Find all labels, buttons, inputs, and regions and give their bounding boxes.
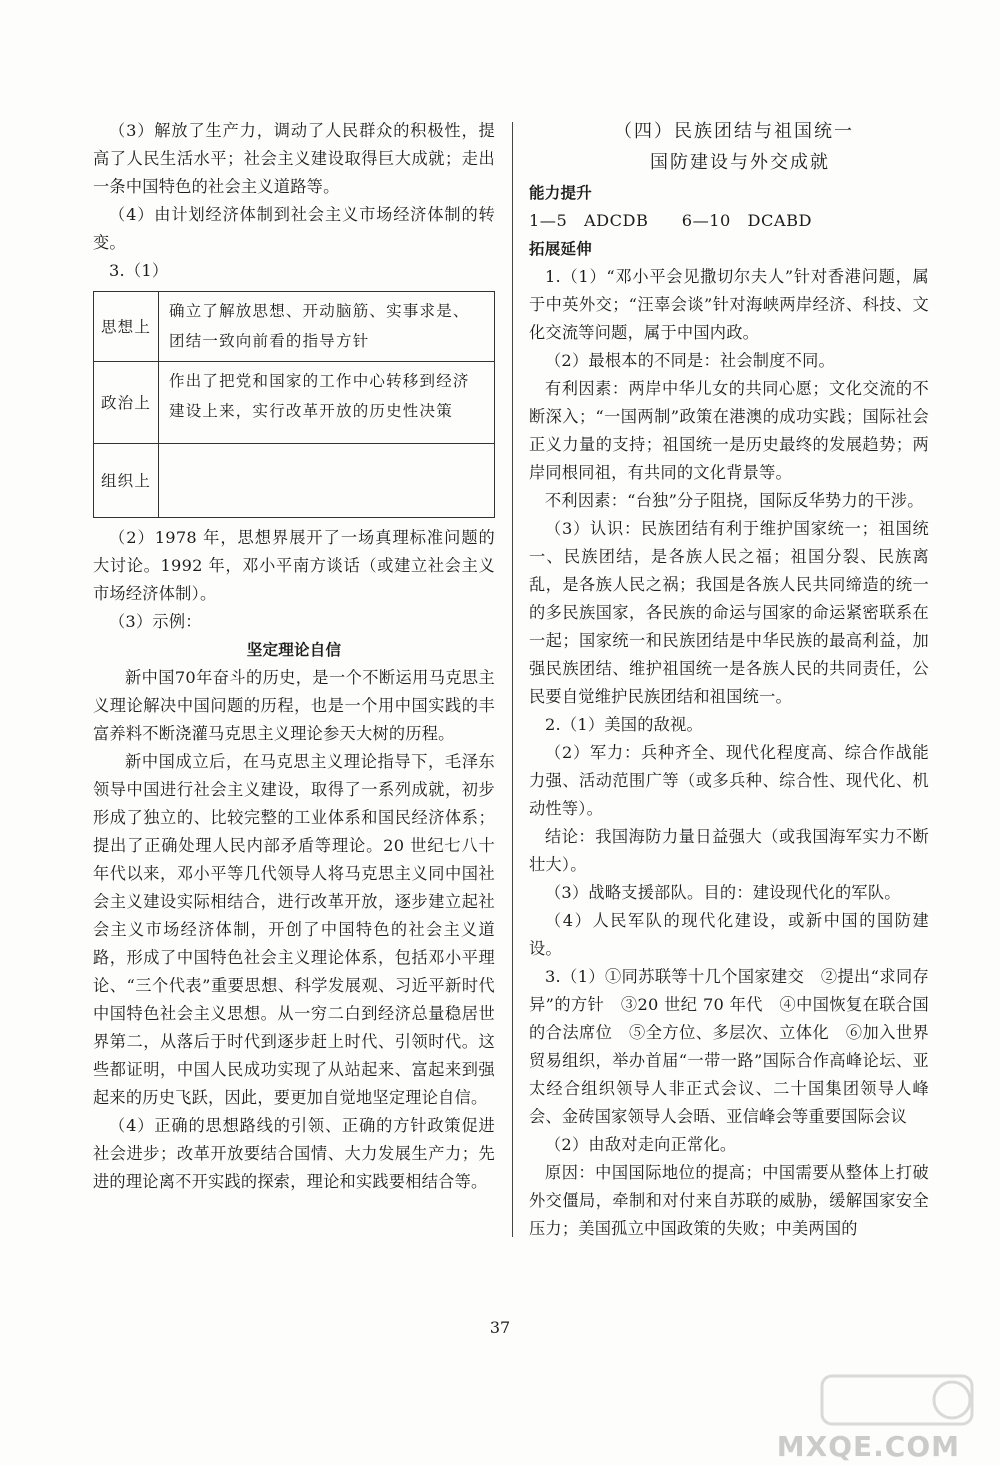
page-number: 37 [489,1318,511,1337]
answer-paragraph: （2）1978 年，思想界展开了一场真理标准问题的大讨论。1992 年，邓小平南方谈话（或建立社会主义市场经济体制）。 [93,528,495,603]
left-column [93,117,495,1196]
essay-title: 坚定理论自信 [246,641,342,659]
answer-paragraph: 1.（1）“邓小平会见撒切尔夫人”针对香港问题，属于中英外交；“汪辜会谈”针对海峡两岸经济、科技、文化交流等问题，属于中国内政。 [529,267,929,342]
table-row-value: 作出了把党和国家的工作中心转移到经济建设上来，实行改革开放的历史性决策 [159,362,495,444]
answer-paragraph: （2）最根本的不同是：社会制度不同。 [545,351,835,370]
column-divider [512,122,513,1237]
table-row [94,362,495,444]
answer-paragraph: （2）军力：兵种齐全、现代化程度高、综合作战能力强、活动范围广等（或多兵种、综合性、现代化、机动性等）。 [529,743,929,818]
table-row-label: 思想上 [94,292,159,362]
table-row-value: 确立了解放思想、开动脑筋、实事求是、团结一致向前看的指导方针 [159,292,495,362]
watermark-text: MXQE.COM [776,1430,960,1463]
answer-paragraph: （3）示例： [109,612,202,631]
answer-paragraph: 原因：中国国际地位的提高；中国需要从整体上打破外交僵局，牵制和对付来自苏联的威胁，缓解国家安全压力；美国孤立中国政策的失败；中美两国的 [529,1163,929,1238]
essay-paragraph: 新中国成立后，在马克思主义理论指导下，毛泽东领导中国进行社会主义建设，取得了一系列成就，初步形成了独立的、比较完整的工业体系和国民经济体系；提出了正确处理人民内部矛盾等理论。20 世纪七八十年代以来，邓小平等几代领导人将马克思主义同中国社会主义建设实际相结合，进行改革开放，逐步建立起社会主义市场经济体制，开创了中国特色的社会主义道路，形成了中国特色社会主义理论体系，包括邓小平理论、“三个代表”重要思想、科学发展观、习近平新时代中国特色社会主义思想。从一穷二白到经济总量稳居世界第二，从落后于时代到逐步赶上时代、引领时代。这些都证明，中国人民成功实现了从站起来、富起来到强起来的历史飞跃，因此，要更加自觉地坚定理论自信。 [93,752,495,1107]
answer-paragraph: 3.（1）①同苏联等十几个国家建交 ②提出“求同存异”的方针 ③20 世纪 70 年代 ④中国恢复在联合国的合法席位 ⑤全方位、多层次、立体化 ⑥加入世界贸易组织，举办首届“一带一路”国际合作高峰论坛、亚太经合组织领导人非正式会议、二十国集团领导人峰会、金砖国家领导人会晤、亚信峰会等重要国际会议 [529,967,929,1126]
answer-paragraph: （4）人民军队的现代化建设，或新中国的国防建设。 [529,911,929,958]
section-title: （四）民族团结与祖国统一 [614,121,854,142]
answer-paragraph: 有利因素：两岸中华儿女的共同心愿；文化交流的不断深入；“一国两制”政策在港澳的成功实践；国际社会正义力量的支持；祖国统一是历史最终的发展趋势；两岸同根同祖，有共同的文化背景等。 [529,379,929,482]
answer-paragraph: 不利因素：“台独”分子阻挠，国际反华势力的干涉。 [545,491,924,510]
table-row [94,292,495,362]
subsection-title: 国防建设与外交成就 [650,152,830,173]
answer-paragraph: （4）正确的思想路线的引领、正确的方针政策促进社会进步；改革开放要结合国情、大力发展生产力；先进的理论离不开实践的探索，理论和实践要相结合等。 [93,1116,495,1191]
answer-paragraph: （3）认识：民族团结有利于维护国家统一；祖国统一、民族团结，是各族人民之福；祖国分裂、民族离乱，是各族人民之祸；我国是各族人民共同缔造的统一的多民族国家，各民族的命运与国家的命运紧密联系在一起；国家统一和民族团结是中华民族的最高利益，加强民族团结、维护祖国统一是各族人民的共同责任，公民要自觉维护民族团结和祖国统一。 [529,519,929,706]
table-row [94,444,495,518]
table-row-label: 组织上 [94,444,159,518]
table-row-value [159,444,495,518]
essay-paragraph: 新中国70年奋斗的历史，是一个不断运用马克思主义理论解决中国问题的历程，也是一个用中国实践的丰富养料不断浇灌马克思主义理论参天大树的历程。 [93,668,495,743]
answer-paragraph: （2）由敌对走向正常化。 [545,1135,737,1154]
right-column [529,117,929,1243]
heading-extension: 拓展延伸 [529,240,593,258]
answer-paragraph: （3）解放了生产力，调动了人民群众的积极性，提高了人民生活水平；社会主义建设取得巨大成就；走出一条中国特色的社会主义道路等。 [93,121,495,196]
answer-table [93,291,495,518]
answer-paragraph: （3）战略支援部队。目的：建设现代化的军队。 [545,883,901,902]
choice-answers: 1—5 ADCDB 6—10 DCABD [529,211,812,230]
answer-paragraph: （4）由计划经济体制到社会主义市场经济体制的转变。 [93,205,495,252]
answer-paragraph: 2.（1）美国的敌视。 [545,715,703,734]
heading-ability: 能力提升 [529,184,593,202]
question-number: 3.（1） [109,261,169,280]
answer-paragraph: 结论：我国海防力量日益强大（或我国海军实力不断壮大）。 [529,827,929,874]
table-row-label: 政治上 [94,362,159,444]
